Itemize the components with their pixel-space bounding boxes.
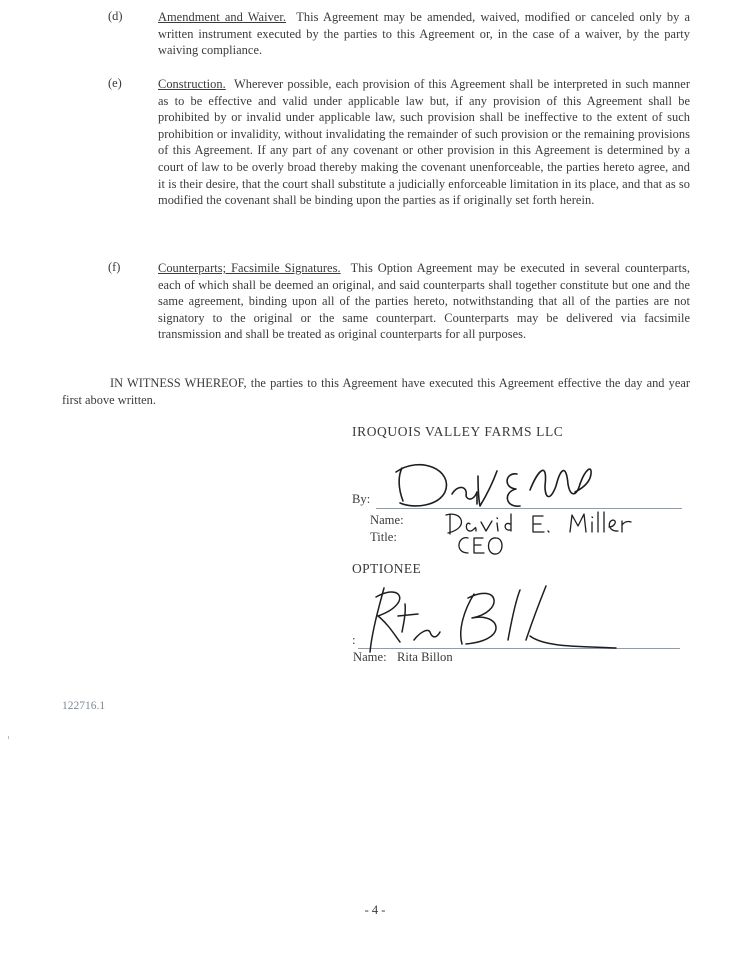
clause-title: Construction. <box>158 77 226 91</box>
handwriting-stroke <box>622 521 631 532</box>
signature-stroke <box>461 593 496 644</box>
optionee-name-label: Name: <box>353 650 387 664</box>
signature-stroke <box>396 465 446 506</box>
signature-stroke <box>370 588 400 652</box>
clause-number: (d) <box>108 9 123 23</box>
handwriting-stroke <box>570 514 586 532</box>
handwriting-stroke <box>474 538 484 553</box>
clause-title: Amendment and Waiver. <box>158 10 287 24</box>
handwriting-stroke <box>489 538 503 554</box>
company-signature <box>396 465 591 507</box>
witness-paragraph: IN WITNESS WHEREOF, the parties to this Agreement have executed this Agreement effective the day and year first above written. <box>62 376 690 407</box>
signature-stroke <box>575 469 591 492</box>
optionee-heading: OPTIONEE <box>352 561 422 576</box>
handwriting-stroke <box>459 538 468 553</box>
handwriting-stroke <box>497 518 498 531</box>
signature-stroke <box>507 474 520 506</box>
optionee-signature <box>370 586 616 652</box>
handwriting-stroke <box>592 517 593 532</box>
by-label: By: <box>352 492 371 506</box>
optionee-name-value: Rita Billon <box>397 650 453 664</box>
handwriting-stroke <box>466 523 476 531</box>
signature-stroke <box>478 471 497 506</box>
handwriting-stroke <box>446 514 461 534</box>
optionee-colon: : <box>352 633 356 647</box>
handwritten-title <box>459 538 502 554</box>
page-number: - 4 - <box>364 903 386 917</box>
handwriting-stroke <box>533 516 549 532</box>
handwriting-stroke <box>609 520 618 531</box>
clause-number: (e) <box>108 76 122 90</box>
clause-text: Wherever possible, each provision of this Agreement shall be interpreted in such manner as to be effective and valid under applicable law but, if any provision of this Agreement shall be prohibited by or invalid under applicable law, such provision shall be ineffective to the extent of such prohibition or invalidity, without invalidating the remainder of such provision or the remaining provisions of this Agreement. If any part of any covenant or other provision in this Agreement is determined by a court of law to be overly broad thereby making the covenant unenforceable, the parties hereto agree, and it is their desire, that the court shall substitute a judicially enforceable limitation in its place, and that as so modified the covenant shall be binding upon the parties as if originally set forth herein. <box>158 77 691 208</box>
document-id: 122716.1 <box>62 700 106 712</box>
handwritten-name <box>446 512 631 534</box>
handwriting-stroke <box>598 512 604 532</box>
clause-number: (f) <box>108 260 121 274</box>
signature-stroke <box>508 590 520 640</box>
clause-title: Counterparts; Facsimile Signatures. <box>158 261 341 275</box>
handwriting-stroke <box>481 521 492 531</box>
signature-stroke <box>452 487 477 504</box>
clause-text: This Agreement may be amended, waived, modified or canceled only by a written instrument executed by the parties to this Agreement or, in the case of a waiver, by the party waiving compliance. <box>158 10 691 58</box>
title-label: Title: <box>370 530 397 544</box>
signature-stroke <box>414 630 440 640</box>
scan-speck <box>8 736 9 739</box>
signature-stroke <box>530 470 580 496</box>
name-label: Name: <box>370 513 404 527</box>
signature-stroke <box>526 586 616 648</box>
signature-stroke <box>398 604 418 632</box>
handwriting-stroke <box>505 514 511 531</box>
clause-text: This Option Agreement may be executed in several counterparts, each of which shall be deemed an original, and said counterparts shall together constitute but one and the same agreement, binding upon all of the parties hereto, notwithstanding that all of the parties are not signatory to the original or the same counterpart. Counterparts may be delivered via facsimile transmission and shall be treated as original counterparts for all purposes. <box>158 261 690 342</box>
company-name: IROQUOIS VALLEY FARMS LLC <box>352 424 564 439</box>
